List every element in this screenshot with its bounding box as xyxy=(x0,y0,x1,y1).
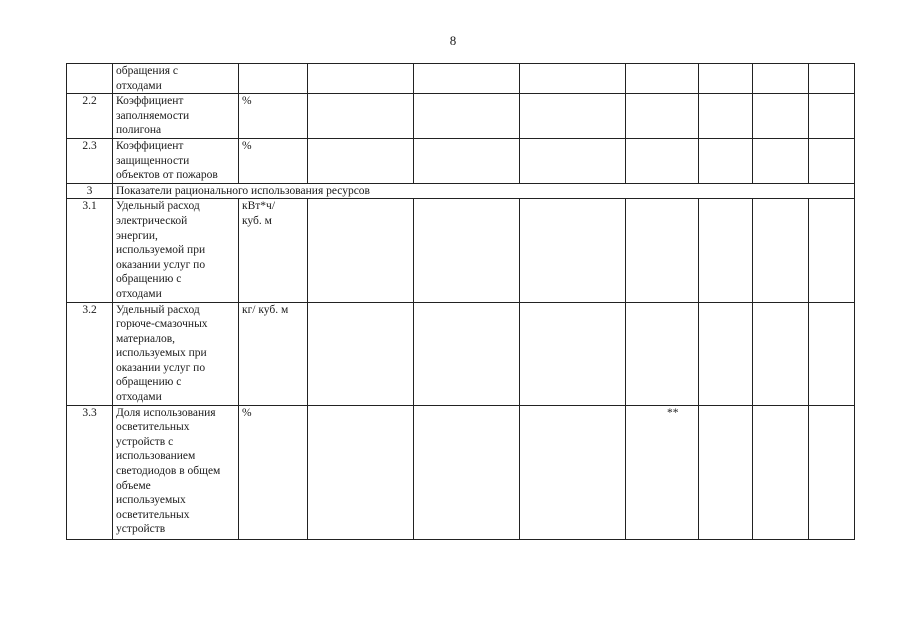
value-cell xyxy=(753,64,809,94)
value-cell xyxy=(626,405,699,539)
value-cell xyxy=(520,138,626,183)
indicator-name: обращения с отходами xyxy=(113,64,239,94)
footnote-mark-text: ** xyxy=(667,406,679,419)
value-cell xyxy=(414,94,520,139)
value-cell xyxy=(753,302,809,405)
value-cell xyxy=(520,64,626,94)
row-number: 2.2 xyxy=(67,94,113,139)
table-row xyxy=(67,64,855,94)
row-number: 3.2 xyxy=(67,302,113,405)
value-cell xyxy=(308,94,414,139)
value-cell xyxy=(520,302,626,405)
section-row xyxy=(67,183,855,199)
value-cell xyxy=(699,302,753,405)
indicators-table xyxy=(66,63,855,540)
value-cell xyxy=(699,64,753,94)
value-cell xyxy=(809,405,855,539)
indicator-name: Удельный расход горюче-смазочных материалов, используемых при оказании услуг по обращению с отходами xyxy=(113,302,239,405)
value-cell xyxy=(520,94,626,139)
section-number: 3 xyxy=(67,183,113,199)
value-cell xyxy=(753,94,809,139)
unit-cell: кг/ куб. м xyxy=(239,302,308,405)
row-number: 2.3 xyxy=(67,138,113,183)
table-row xyxy=(67,199,855,302)
value-cell xyxy=(809,302,855,405)
value-cell xyxy=(699,199,753,302)
value-cell xyxy=(626,64,699,94)
value-cell xyxy=(753,405,809,539)
value-cell xyxy=(414,302,520,405)
value-cell xyxy=(308,138,414,183)
value-cell xyxy=(699,138,753,183)
row-number: 3.3 xyxy=(67,405,113,539)
table-row xyxy=(67,302,855,405)
value-cell xyxy=(626,302,699,405)
value-cell xyxy=(308,405,414,539)
indicator-name: Доля использования осветительных устройств с использованием светодиодов в общем объеме используемых осветительных устройств xyxy=(113,405,239,539)
value-cell xyxy=(414,199,520,302)
table-row xyxy=(67,405,855,539)
indicator-name: Коэффициент заполняемости полигона xyxy=(113,94,239,139)
value-cell xyxy=(753,138,809,183)
row-number: 3.1 xyxy=(67,199,113,302)
page-number: 8 xyxy=(449,33,457,48)
value-cell xyxy=(626,138,699,183)
value-cell xyxy=(308,64,414,94)
unit-cell xyxy=(239,64,308,94)
value-cell xyxy=(809,94,855,139)
indicator-name: Коэффициент защищенности объектов от пожаров xyxy=(113,138,239,183)
value-cell xyxy=(414,64,520,94)
indicator-name: Удельный расход электрической энергии, используемой при оказании услуг по обращению с отходами xyxy=(113,199,239,302)
table-row xyxy=(67,94,855,139)
value-cell xyxy=(520,405,626,539)
value-cell xyxy=(308,199,414,302)
value-cell xyxy=(414,405,520,539)
value-cell xyxy=(308,302,414,405)
unit-cell: % xyxy=(239,138,308,183)
value-cell xyxy=(809,199,855,302)
value-cell xyxy=(520,199,626,302)
table-row xyxy=(67,138,855,183)
value-cell xyxy=(809,64,855,94)
value-cell xyxy=(414,138,520,183)
value-cell xyxy=(809,138,855,183)
unit-cell: % xyxy=(239,405,308,539)
value-cell xyxy=(626,199,699,302)
unit-cell: кВт*ч/ куб. м xyxy=(239,199,308,302)
value-cell xyxy=(753,199,809,302)
value-cell xyxy=(626,94,699,139)
section-title: Показатели рационального использования ресурсов xyxy=(113,183,855,199)
value-cell xyxy=(699,94,753,139)
row-number xyxy=(67,64,113,94)
footnote-mark xyxy=(667,405,753,539)
unit-cell: % xyxy=(239,94,308,139)
